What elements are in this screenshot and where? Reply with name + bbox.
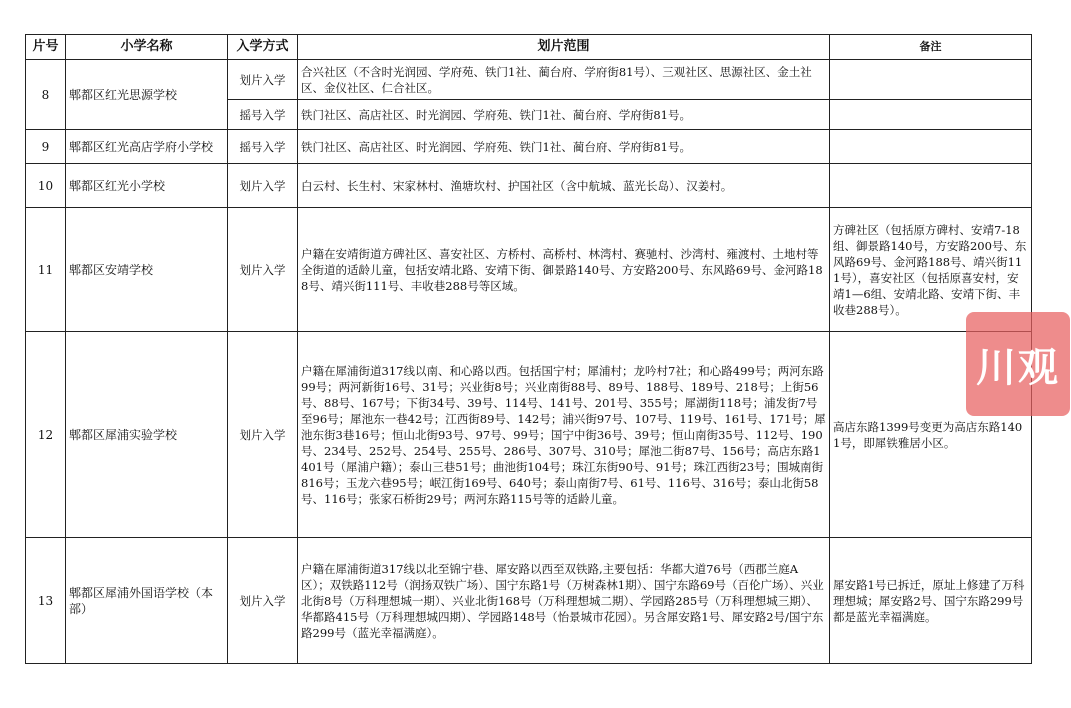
- watermark-logo: 川观: [966, 312, 1070, 416]
- table-row: [26, 130, 1032, 164]
- header-row: [26, 35, 1032, 60]
- header-school-name: 小学名称: [66, 35, 228, 60]
- row-remark: 高店东路1399号变更为高店东路1401号，即犀铁雅居小区。: [830, 332, 1032, 538]
- row-scope: 户籍在犀浦街道317线以南、和心路以西。包括国宁村；犀浦村；龙吟村7社；和心路499号；两河东路99号；两河新街16号、31号；兴业街8号；兴业南街88号、89号、188号、189号、218号；上街56号、88号、167号；下街34号、39号、114号、141号、201号、355号；犀湖街118号；浦发街7号至96号；犀池东一巷42号；江西街89号、142号；浦兴街97号、107号、119号、161号、171号；犀池东街3巷16号；恒山北街93号、97号、99号；国宁中街36号、39号；恒山南街35号、112号、190号、234号、252号、254号、255号、286号、307号、310号；犀池二街87号、156号；高店东路1401号（犀浦户籍）；泰山三巷51号；曲池街104号；珠江东街90号、91号；珠江西街23号；围城南街816号；玉龙六巷95号；岷江街169号、640号；泰山南街7号、61号、116号、316号；泰山北街58号、116号；张家石桥街29号；两河东路115号等的适龄儿童。: [298, 332, 830, 538]
- row-method: 划片入学: [228, 332, 298, 538]
- table-row: [26, 332, 1032, 538]
- row-school-name: 郫都区安靖学校: [66, 208, 228, 332]
- row-remark: [830, 130, 1032, 164]
- row-scope: 户籍在安靖街道方碑社区、喜安社区、方桥村、高桥村、林湾村、赛驰村、沙湾村、雍渡村、土地村等全街道的适龄儿童，包括安靖北路、安靖下街、御景路140号、方安路200号、东风路69号、金河路188号、靖兴街111号、丰收巷288号等区域。: [298, 208, 830, 332]
- table-row: [26, 538, 1032, 664]
- row-no: 13: [26, 538, 66, 664]
- row-method: 划片入学: [228, 208, 298, 332]
- row-school-name: 郫都区红光思源学校: [66, 60, 228, 130]
- row-method: 划片入学: [228, 538, 298, 664]
- row-no: 8: [26, 60, 66, 130]
- row-method: 划片入学: [228, 60, 298, 100]
- row-school-name: 郫都区犀浦外国语学校（本部）: [66, 538, 228, 664]
- row-school-name: 郫都区犀浦实验学校: [66, 332, 228, 538]
- row-remark: 方碑社区（包括原方碑村、安靖7-18组、御景路140号，方安路200号、东风路69号、金河路188号、靖兴街111号），喜安社区（包括原喜安村，安靖1—6组、安靖北路、安靖下街、丰收巷288号）。: [830, 208, 1032, 332]
- row-method: 摇号入学: [228, 100, 298, 130]
- table-row: [26, 208, 1032, 332]
- row-scope: 合兴社区（不含时光润园、学府苑、铁门1社、蔺台府、学府街81号）、三观社区、思源社区、金土社区、金仪社区、仁合社区。: [298, 60, 830, 100]
- row-remark: [830, 60, 1032, 100]
- row-scope: 户籍在犀浦街道317线以北至锦宁巷、犀安路以西至双铁路,主要包括：华都大道76号（西郡兰庭A区）；双铁路112号（润扬双铁广场）、国宁东路1号（万树森林1期）、国宁东路69号（百伦广场）、兴业北街8号（万科理想城一期）、兴业北街168号（万科理想城二期）、学园路285号（万科理想城三期）、华都路415号（万科理想城四期）、学园路148号（怡景城市花园）。另含犀安路1号、犀安路2号/国宁东路299号（蓝光幸福满庭）。: [298, 538, 830, 664]
- header-remark: 备注: [830, 35, 1032, 60]
- row-remark: [830, 164, 1032, 208]
- row-method: 划片入学: [228, 164, 298, 208]
- row-scope: 白云村、长生村、宋家林村、渔塘坎村、护国社区（含中航城、蓝光长岛）、汉姜村。: [298, 164, 830, 208]
- row-method: 摇号入学: [228, 130, 298, 164]
- row-remark: 犀安路1号已拆迁，原址上修建了万科理想城；犀安路2号、国宁东路299号都是蓝光幸福满庭。: [830, 538, 1032, 664]
- header-no: 片号: [26, 35, 66, 60]
- row-remark: [830, 100, 1032, 130]
- row-no: 11: [26, 208, 66, 332]
- school-district-table: [25, 34, 1032, 664]
- row-scope: 铁门社区、高店社区、时光润园、学府苑、铁门1社、蔺台府、学府街81号。: [298, 130, 830, 164]
- row-no: 12: [26, 332, 66, 538]
- table-row: [26, 60, 1032, 100]
- row-school-name: 郫都区红光高店学府小学校: [66, 130, 228, 164]
- row-school-name: 郫都区红光小学校: [66, 164, 228, 208]
- row-no: 10: [26, 164, 66, 208]
- table-row: [26, 164, 1032, 208]
- row-no: 9: [26, 130, 66, 164]
- row-scope: 铁门社区、高店社区、时光润园、学府苑、铁门1社、蔺台府、学府街81号。: [298, 100, 830, 130]
- header-scope: 划片范围: [298, 35, 830, 60]
- header-method: 入学方式: [228, 35, 298, 60]
